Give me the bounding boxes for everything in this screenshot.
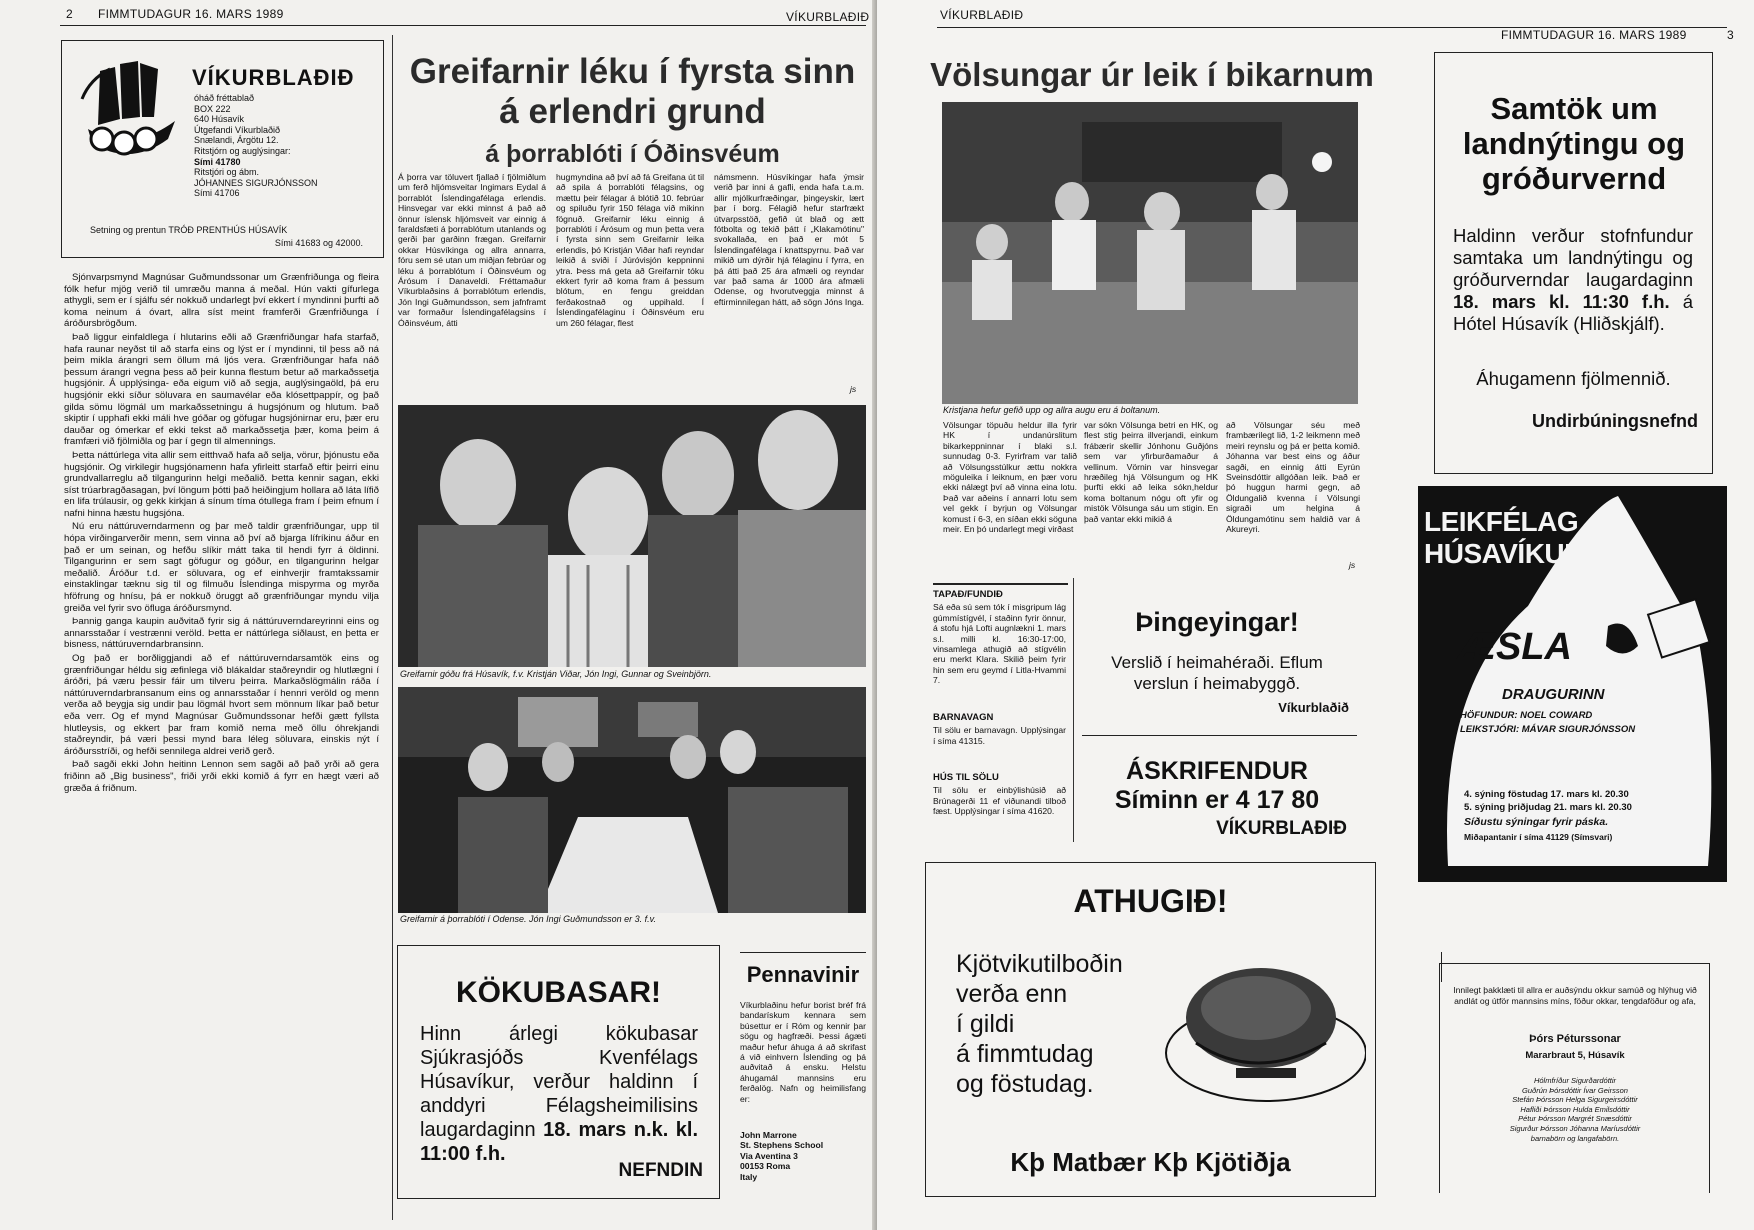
running-date-right: FIMMTUDAGUR 16. MARS 1989 <box>1501 28 1687 42</box>
classified-rule <box>933 583 1068 585</box>
article-col-1: Á þorra var töluvert fjallað í fjölmiðlum um ferð hljómsveitar Ingimars Eydal á þorrablót Íslendingafélaga erlendis. Hinsvegar var ekki minnst á það að önnur íslensk hljómsveit var einnig á faraldsfæti á þorrablótum utanlands og gerði þar garðinn frægan. Greifarnir okkar Húsvíkinga og allra annarra, fóru sem sé utan um miðjan febrúar og léku á þorrablótum í Óðinsvéum og Árósum í Danaveldi. Fréttamaður Víkurblaðsins á þorrablótum erlendis, Jón Ingi Guðmundsson, sem jafnframt var formaður Íslendingafélagsins í Óðinsvéum, átti <box>398 172 546 328</box>
thanks-name: Þórs Péturssonar <box>1529 1033 1621 1045</box>
kokubasar-title: KÖKUBASAR! <box>456 976 661 1009</box>
athugid-box <box>925 862 1376 1197</box>
athugid-footer: Kþ Matbær Kþ Kjötiðja <box>1010 1147 1291 1177</box>
article-subhead: á þorrablóti í Óðinsvéum <box>485 140 780 168</box>
pennavinir-title: Pennavinir <box>746 962 860 987</box>
volleyball-photo-caption: Kristjana hefur gefið upp og allra augu eru á boltanum. <box>943 405 1161 415</box>
play-title: ÆSLA <box>1458 626 1572 668</box>
classified-lost-found: TAPAÐ/FUNDIÐ Sá eða sú sem tók í misgripum lág gúmmístígvél, í staðinn fyrir önnur, á stofu hjá Lofti augnlækni 1. mars s.l. milli kl. 16:30-17:00, vinsamlega athugið að stígvélin eru merkt Klara. Skilið þeim fyrir hin sem eru geymd í Litla-Hvammi 7. <box>933 589 1066 686</box>
ad-divider <box>1082 735 1357 736</box>
running-date-left: FIMMTUDAGUR 16. MARS 1989 <box>98 7 284 21</box>
editorial-paragraph: Þetta náttúrlega vita allir sem eitthvað hafa að selja, vörur, þjónustu eða hugsjónir. Og virkilegir hugsjónamenn hafa yfirleitt starfað eftir þeirri einu grundvallarreglu að tilgangurinn helgi meðalið. Þetta kennir sagan, ekki síst trúarbragðasagan, því löngum þótti það heiðingjum hollara að láta lífið en lifa trúlausir, og gekk kirkjan á sínum tíma ótullega fram í þeim efnum í nafni hinna hæstu hugsjóna. <box>64 449 379 519</box>
masthead-info: óháð fréttablað BOX 222 640 Húsavík Útgefandi Víkurblaðið Snælandi, Árgötu 12. Ritstjórn og auglýsingar: Sími 41780 Ritstjóri og ábm. JÓHANNES SIGURJÓNSSON Sími 41706 <box>194 93 318 199</box>
sports-col-1: Völsungar töpuðu heldur illa fyrir HK í undanúrslitum bikarkeppninnar í blaki s.l. sunnudag 0-3. Fyrirfram var talið að Völsungsstúlkur ættu nokkra möguleika í leiknum, en þær voru ekki nálægt því að vinna eina lotu. Það var aðeins í annarri lotu sem vel gekk í byrjun og Völsungar komust í 6-3, en síðan ekki söguna meir. En þó undarlegt megi virðast <box>943 420 1077 535</box>
thanks-address: Mararbraut 5, Húsavík <box>1525 1050 1625 1061</box>
thanks-rule-right <box>1709 963 1710 1193</box>
samtok-signed: Undirbúningsnefnd <box>1532 411 1698 431</box>
roast-meat-illustration <box>1156 933 1366 1113</box>
thanks-text: Innilegt þakklæti til allra er auðsýndu okkur samúð og hlýhug við andlát og útför mannsins míns, föður okkar, tengdaföður og afa, <box>1453 985 1697 1006</box>
thanks-rule-top <box>1439 963 1709 964</box>
header-rule-left <box>60 25 866 26</box>
askrifendur-phone: Síminn er 4 17 80 <box>1114 786 1320 814</box>
editorial-paragraph: Þannig ganga kaupin auðvitað fyrir sig á náttúruverndareyrinni eins og annarsstaðar í vestrænni veröld. Þetta er náttúrlega siðlaust, en þetta er bisness, náttúruverndarbransinn. <box>64 616 379 651</box>
editorial-paragraph: Það sagði ekki John heitinn Lennon sem sagði að það yrði að gera friðinn að „Big business", friði yrði ekki komið á fyrr en hægt væri að græða á friðnum. <box>64 759 379 794</box>
column-divider <box>392 35 393 1220</box>
article-col-2: hugmyndina að því að fá Greifana út til að spila á þorrablóti félagsins, og mættu þeir félagar á blótið 10. febrúar og spiluðu fyrir 150 félaga við mikinn fögnuð. Greifarnir léku einnig á þorrablóti í Árósum og mun þetta vera í fyrsta sinn sem Greifarnir leika erlendis, þó Kristján Viðar hafi reyndar leikið á sviði í Júróvisjón keppninni ytra. Þess má geta að Greifarnir tóku ekkert fyrir að koma fram á þessum blótum, en fengu greiddan ferðakostnað og uppihald. Í Íslendingafélaginu í Óðinsvéum eru um 260 félagar, flest <box>556 172 704 328</box>
party-photo-caption: Greifarnir á þorrablóti í Odense. Jón Ingi Guðmundsson er 3. f.v. <box>400 914 656 924</box>
samtok-closing: Áhugamenn fjölmennið. <box>1476 368 1671 389</box>
article-col-3: námsmenn. Húsvíkingar hafa ýmsir verið þar inni á gafli, enda hafa t.a.m. allir mjólkurfræðingar, þingeyskir, lært þar í borg. Félagið hefur starfrækt útvarpsstöð, gefið út blað og ætt fótbolta og tekið þátt í „Klakamótinu" svokallaða, en það er mót 5 Íslendingafélaga í knattspyrnu. Það var mikið um dýrðir hjá félaginu í fyrra, en þá átti það 25 ára afmæli og reyndar var það sama ár 1000 ára afmæli Odense, og hvorutveggja minnst á eftirminnilegan hátt, að sögn Jóns Inga. <box>714 172 864 307</box>
pennavinir-text: Víkurblaðinu hefur borist bréf frá bandarískum kennara sem búsettur er í Róm og kennir þar sögu og hagfræði. Þessi ágæti maður hefur áhuga á að skrifast á við einhvern Íslending og þá auðvitað á ensku. Helstu áhugamál mannsins eru ferðalög. Nafn og heimilisfang er: <box>740 1000 866 1104</box>
kokubasar-text: Hinn árlegi kökubasar Sjúkrasjóðs Kvenfélags Húsavíkur, verður haldinn í anddyri Félagsheimilisins laugardaginn 18. mars n.k. kl. 11:00 f.h. <box>420 1023 699 1165</box>
editorial-paragraph: Og það er borðliggjandi að ef náttúruverndarsamtök eins og grænfriðungar héldu sig æfinlega við blákaldar staðreyndir og hlutlægni í áróðri, þá væru þessir fáir um tilveru þeirra. Markaðslögmálin ráða í náttúruverndarbransanum eins og annarsstaðar í hennri veröld og menn verða að beygja sig undir þau lögmál hvort sem mönnum líkar það betur eða verr. Og ef mynd Magnúsar Guðmundssonar hefði gætt fyllsta hlutleysis, og ekkert þar fram komið nema með öllu óhrekjandi staðreyndir, þá væri þessi mynd bara léleg söluvara, einskis nýt í áróðursstríði, og hefði sennilega aldrei verið gerð. <box>64 653 379 757</box>
play-author: HÖFUNDUR: NOEL COWARD <box>1460 710 1593 721</box>
theatre-poster <box>1418 486 1727 882</box>
thanks-rule-left <box>1439 963 1440 1193</box>
pennavinir-address: John Marrone St. Stephens School Via Aventina 3 00153 Roma Italy <box>740 1130 824 1182</box>
sports-headline: Völsungar úr leik í bikarnum <box>930 56 1374 93</box>
band-photo <box>398 405 866 667</box>
viking-ship-logo <box>80 59 180 179</box>
play-director: LEIKSTJÓRI: MÁVAR SIGURJÓNSSON <box>1460 724 1636 735</box>
play-note: Síðustu sýningar fyrir páska. <box>1464 816 1609 828</box>
thingeyingar-text: Verslið í heimahéraði. Eflum verslun í heimabyggð. <box>1111 653 1323 693</box>
play-shows: 4. sýning föstudag 17. mars kl. 20.30 5. sýning þriðjudag 21. mars kl. 20.30 <box>1464 789 1632 813</box>
athugid-title: ATHUGIÐ! <box>1073 883 1228 919</box>
samtok-title: Samtök um landnýtingu og gróðurvernd <box>1462 91 1686 196</box>
classified-divider <box>1073 578 1074 842</box>
samtok-box <box>1434 52 1713 474</box>
volleyball-photo <box>942 102 1358 404</box>
page-number-left: 2 <box>66 7 73 21</box>
editorial-column <box>64 272 379 1220</box>
editorial-paragraph: Það liggur einfaldlega í hlutarins eðli að Grænfriðungar hafa starfað, hafa raunar neyðst til að starfa eins og lýst er í myndinni, til þess að ná þeim mikla árangri sem öllum má ljós vera. Grænfriðungar hafa náð þessum árangri vegna þess að þeir kunna flestum betur að markaðssetja hugsjónir. Á upplýsinga- eða eigum við að segja, auglýsingaöld, þá eru hugsjónir ekki síður söluvara en saumavélar eða klósettpappír, og það gilda sömu lögmál um markaðssetningu á hugsjónum og hlutum. Það skiptir í upphafi ekki máli hve góðar og göfugar hugsjónirnar eru, þær eru dauðar og ómerkar ef ekki tekst að markaðssetja þær, koma þeim á framfæri við fjölmiðla og þar í gegn til almennings. <box>64 331 379 448</box>
running-title-left: VÍKURBLAÐIÐ <box>786 10 870 24</box>
editorial-paragraph: Nú eru náttúruverndarmenn og þar með taldir grænfriðungar, upp til hópa virðingarverðir menn, sem vinna að því að bjarga lífríkinu áður en það er um seinan, og hefðu slíkir mátt taka til hendi fyrr á öldinni. Tilgangurinn er sem sagt göfugur og góður, en tilgangurinn helgar meðalið. Áróður t.d. er söluvara, og ef einhverjir framtakssamir einstaklingar tæknu sig til og filmuðu Íslendinga mispyrma og myrða hföfrung og hnísu, þá er nokkuð öruggt að grænfriðungar myndu vilja greiða vel fyrir svo öfluga áróðursmynd. <box>64 521 379 614</box>
play-booking: Miðapantanir í síma 41129 (Símsvari) <box>1464 832 1613 842</box>
masthead-printer: Setning og prentun TRÓÐ PRENTHÚS HÚSAVÍK <box>90 225 288 235</box>
classified-pram: BARNAVAGN Til sölu er barnavagn. Upplýsingar í síma 41315. <box>933 712 1066 746</box>
article-signature: js <box>850 384 857 394</box>
masthead-printer-phone: Sími 41683 og 42000. <box>274 238 363 248</box>
running-title-right: VÍKURBLAÐIÐ <box>940 8 1024 22</box>
askrifendur-line-1: ÁSKRIFENDUR <box>1126 757 1308 785</box>
kokubasar-box <box>397 945 720 1199</box>
party-photo <box>398 687 866 913</box>
header-rule-right <box>937 27 1727 28</box>
classified-house: HÚS TIL SÖLU Til sölu er einbýlishúsið að Brúnagerði 11 ef viðunandi tilboð fæst. Upplýsingar í síma 41620. <box>933 772 1066 817</box>
editorial-paragraph: Sjónvarpsmynd Magnúsar Guðmundssonar um Grænfriðunga og fleira fólk hefur mjög verið til umræðu manna á meðal. Hún vakti gífurlega athygli, sem er í sjálfu sér nokkuð undarlegt því ekkert í myndinni þurfti að koma neinum á óvart, allra síst meint framferði Grænfriðunga í áróðursbrögðum. <box>64 272 379 330</box>
thingeyingar-title: Þingeyingar! <box>1135 607 1299 637</box>
cross-icon <box>1441 952 1442 982</box>
article-headline: Greifarnir léku í fyrsta sinn á erlendri grund <box>409 52 856 131</box>
right-page <box>877 0 1754 1230</box>
theatre-name: LEIKFÉLAG HÚSAVÍKUR <box>1424 506 1584 569</box>
samtok-text: Haldinn verður stofnfundur samtaka um landnýtingu og gróðurverndar laugardaginn 18. mars kl. 11:30 f.h. á Hótel Húsavík (Hliðskjálf). <box>1453 225 1693 334</box>
kokubasar-signed: NEFNDIN <box>618 1160 703 1181</box>
thanks-family: Hólmfríður Sigurðardóttir Guðrún Þórsdóttir Ívar Geirsson Stefán Þórsson Helga Sigurgeirsdóttir Hafliði Þórsson Hulda Emilsdóttir Pétur Þórsson Margrét Snæsdóttir Sigurður Þórsson Jóhanna Maríusdóttir barnabörn og langafabörn. <box>1509 1076 1641 1143</box>
sports-col-2: var sókn Völsunga betri en HK, og flest stig þeirra illverjandi, einkum frábærir skellir Jónhonu Guðjóns sem var yfirburðamaður á vellinum. Vörnin var hinsvegar hræðileg hjá Völsungum og HK þurfti ekki að leika sókn,heldur koma boltanum nógu oft yfir og mistök Völsunga sáu um stigin. En það vantar ekki mikið á <box>1084 420 1218 524</box>
sports-signature: js <box>1349 560 1356 570</box>
play-subtitle: DRAUGURINN <box>1502 686 1605 703</box>
sports-col-3: að Völsungar séu með frambærilegt lið, 1-2 leikmenn með meiri reynslu og þá er þetta komið. Jóhanna var best eins og áður sagði, en einnig átti Eyrún Sveinsdóttir allgóðan leik. Það er þó huggun harmi gegn, að Öldungalið kvenna í Völsungi sigraði um helgina á Öldungamótinu sem haldið var á Akureyri. <box>1226 420 1360 535</box>
pennavinir-rule <box>740 952 866 953</box>
masthead-title: VÍKURBLAÐIÐ <box>192 65 355 90</box>
askrifendur-paper: VÍKURBLAÐIÐ <box>1216 818 1347 839</box>
band-photo-caption: Greifarnir góðu frá Húsavík, f.v. Kristján Viðar, Jón Ingi, Gunnar og Sveinbjörn. <box>400 669 712 679</box>
thingeyingar-signed: Víkurblaðið <box>1278 700 1349 715</box>
page-number-right: 3 <box>1727 28 1734 42</box>
masthead-box <box>61 40 384 258</box>
athugid-text: Kjötvikutilboðin verða enn í gildi á fimmtudag og föstudag. <box>956 950 1123 1098</box>
